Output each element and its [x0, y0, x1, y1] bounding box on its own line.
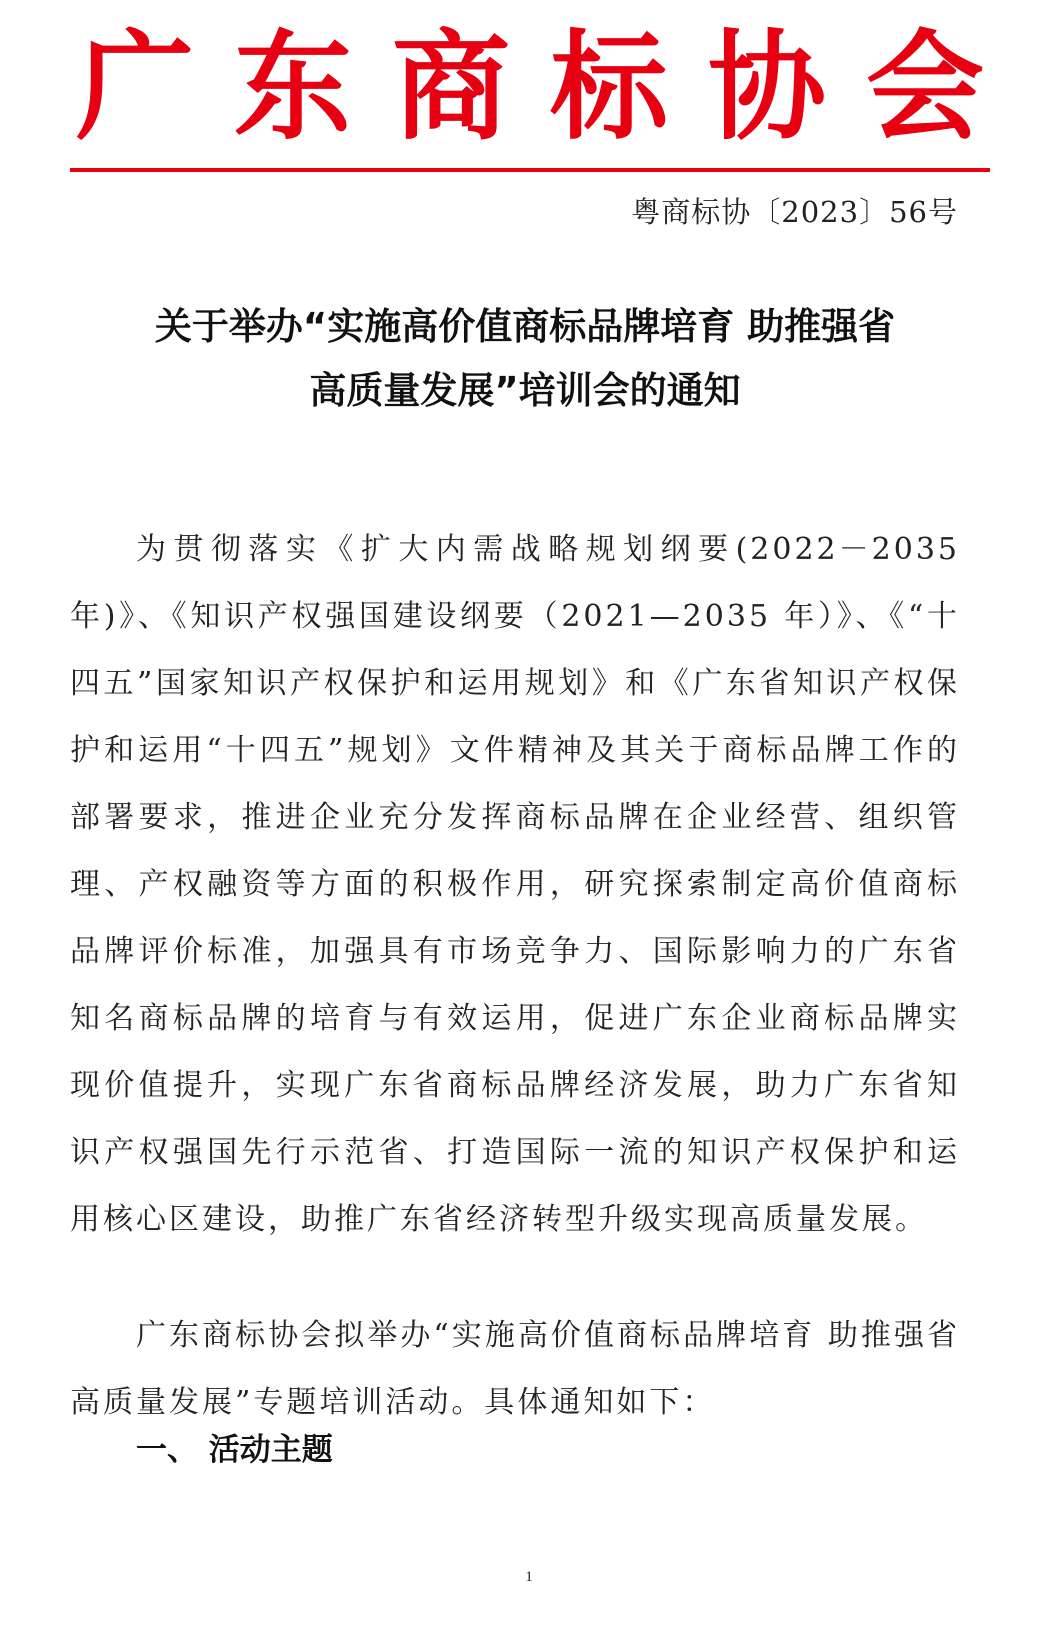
- letterhead-char: 协: [707, 17, 826, 156]
- document-number: 粤商标协〔2023〕56号: [631, 195, 958, 229]
- letterhead-char: 会: [865, 17, 984, 156]
- body-paragraph-1: 为贯彻落实《扩大内需战略规划纲要(2022－2035年)》、《知识产权强国建设纲要（2021—2035 年）》、《“十四五”国家知识产权保护和运用规划》和《广东省知识产权保护和运用“十四五”规划》文件精神及其关于商标品牌工作的部署要求，推进企业充分发挥商标品牌在企业经营、组织管理、产权融资等方面的积极作用，研究探索制定高价值商标品牌评价标准，加强具有市场竞争力、国际影响力的广东省知名商标品牌的培育与有效运用，促进广东企业商标品牌实现价值提升，实现广东省商标品牌经济发展，助力广东省知识产权强国先行示范省、打造国际一流的知识产权保护和运用核心区建设，助推广东省经济转型升级实现高质量发展。: [70, 532, 960, 1237]
- document-title: [60, 295, 990, 423]
- letterhead-char: 商: [391, 17, 510, 156]
- page-number: 1: [525, 1569, 533, 1585]
- title-line-1: 关于举办“实施高价值商标品牌培育 助推强省: [154, 305, 896, 348]
- letterhead-char: 东: [233, 17, 352, 156]
- letterhead-divider: [70, 168, 990, 172]
- letterhead-char: 标: [549, 17, 668, 156]
- section-heading: 一、 活动主题: [136, 1432, 333, 1468]
- letterhead-char: 广: [75, 17, 194, 156]
- letterhead-title: [70, 17, 990, 156]
- title-line-2: 高质量发展”培训会的通知: [309, 369, 741, 412]
- body-paragraph-2: 广东商标协会拟举办“实施高价值商标品牌培育 助推强省高质量发展”专题培训活动。具体通知如下：: [70, 1318, 960, 1420]
